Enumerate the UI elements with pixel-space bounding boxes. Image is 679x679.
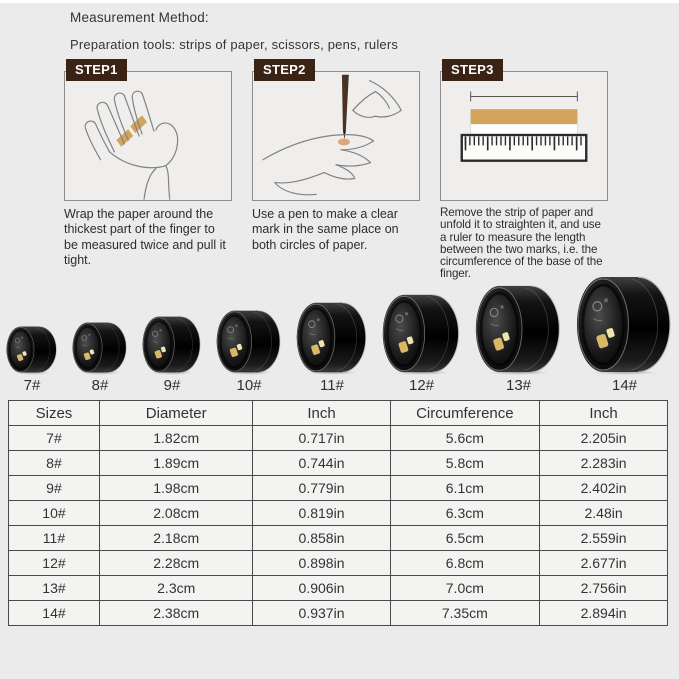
cell-circumference: 6.1cm bbox=[390, 476, 540, 501]
header-circumference: Circumference bbox=[390, 401, 540, 426]
cell-diameter: 2.18cm bbox=[99, 526, 253, 551]
preparation-tools-text: Preparation tools: strips of paper, scissors, pens, rulers bbox=[70, 37, 399, 52]
table-header-row bbox=[9, 401, 668, 426]
cell-diameter-inch: 0.898in bbox=[253, 551, 390, 576]
ring-size-label: 14# bbox=[611, 377, 638, 394]
ring-shadow bbox=[307, 370, 357, 375]
ring-icon bbox=[382, 294, 461, 373]
ring-figure bbox=[72, 322, 128, 394]
step3-caption: Remove the strip of paper and unfold it to straighten it, and use a ruler to measure the length between the two marks, i.e. the circumference of the base of the finger. bbox=[440, 206, 603, 281]
header-inch-circumference: Inch bbox=[540, 401, 668, 426]
cell-diameter-inch: 0.819in bbox=[253, 501, 390, 526]
table-row bbox=[9, 526, 668, 551]
cell-circumference-inch: 2.677in bbox=[540, 551, 668, 576]
ring-size-table bbox=[8, 400, 668, 626]
pen-mark-hand-icon bbox=[253, 72, 419, 200]
header-sizes: Sizes bbox=[9, 401, 100, 426]
ruler-paper-strip-icon bbox=[441, 72, 607, 200]
ring-icon bbox=[72, 322, 128, 373]
ring-figure bbox=[216, 310, 282, 394]
cell-diameter-inch: 0.779in bbox=[253, 476, 390, 501]
ring-size-label: 7# bbox=[23, 377, 41, 394]
cell-diameter: 2.08cm bbox=[99, 501, 253, 526]
cell-diameter-inch: 0.906in bbox=[253, 576, 390, 601]
ring-icon bbox=[576, 276, 673, 373]
cell-size: 7# bbox=[9, 426, 100, 451]
ring-size-label: 11# bbox=[320, 377, 344, 394]
ring-figure bbox=[576, 276, 673, 394]
cell-diameter-inch: 0.937in bbox=[253, 601, 390, 626]
ring-icon bbox=[216, 310, 282, 373]
cell-circumference: 5.8cm bbox=[390, 451, 540, 476]
ring-shadow bbox=[591, 370, 659, 375]
cell-circumference: 7.35cm bbox=[390, 601, 540, 626]
ring-shadow bbox=[151, 370, 193, 375]
cell-circumference-inch: 2.894in bbox=[540, 601, 668, 626]
cell-diameter: 2.28cm bbox=[99, 551, 253, 576]
step2-illustration-box bbox=[252, 71, 420, 201]
ring-shadow bbox=[394, 370, 449, 375]
cell-circumference: 6.3cm bbox=[390, 501, 540, 526]
cell-circumference: 6.8cm bbox=[390, 551, 540, 576]
step1-badge: STEP1 bbox=[66, 59, 127, 81]
ring-size-lineup bbox=[0, 272, 679, 394]
hand-wrap-paper-icon bbox=[65, 72, 231, 200]
step2-card bbox=[252, 59, 420, 253]
cell-circumference: 5.6cm bbox=[390, 426, 540, 451]
cell-circumference: 7.0cm bbox=[390, 576, 540, 601]
cell-size: 8# bbox=[9, 451, 100, 476]
cell-circumference-inch: 2.402in bbox=[540, 476, 668, 501]
step2-badge: STEP2 bbox=[254, 59, 315, 81]
step3-card bbox=[440, 59, 608, 281]
step2-caption: Use a pen to make a clear mark in the same place on both circles of paper. bbox=[252, 207, 399, 252]
ring-figure bbox=[382, 294, 461, 394]
cell-circumference: 6.5cm bbox=[390, 526, 540, 551]
cell-diameter: 2.38cm bbox=[99, 601, 253, 626]
table-row bbox=[9, 601, 668, 626]
cell-diameter: 1.82cm bbox=[99, 426, 253, 451]
cell-diameter: 1.89cm bbox=[99, 451, 253, 476]
ring-icon bbox=[142, 316, 202, 373]
step3-illustration-box bbox=[440, 71, 608, 201]
cell-diameter-inch: 0.858in bbox=[253, 526, 390, 551]
cell-diameter-inch: 0.744in bbox=[253, 451, 390, 476]
cell-size: 13# bbox=[9, 576, 100, 601]
ring-size-label: 10# bbox=[236, 377, 262, 394]
step1-caption: Wrap the paper around the thickest part of the finger to be measured twice and pull it tight. bbox=[64, 207, 226, 267]
page-title: Measurement Method: bbox=[70, 10, 209, 25]
ring-icon bbox=[6, 326, 58, 373]
table-row bbox=[9, 426, 668, 451]
cell-diameter: 2.3cm bbox=[99, 576, 253, 601]
ring-icon bbox=[475, 285, 562, 373]
cell-diameter: 1.98cm bbox=[99, 476, 253, 501]
cell-circumference-inch: 2.756in bbox=[540, 576, 668, 601]
cell-diameter-inch: 0.717in bbox=[253, 426, 390, 451]
cell-size: 12# bbox=[9, 551, 100, 576]
step1-card bbox=[64, 59, 232, 268]
ring-figure bbox=[142, 316, 202, 394]
ring-figure bbox=[6, 326, 58, 394]
ring-figure bbox=[296, 302, 368, 394]
ring-shadow bbox=[488, 370, 549, 375]
header-diameter: Diameter bbox=[99, 401, 253, 426]
ring-size-label: 8# bbox=[91, 377, 109, 394]
cell-circumference-inch: 2.283in bbox=[540, 451, 668, 476]
table-row bbox=[9, 476, 668, 501]
ring-size-label: 9# bbox=[163, 377, 181, 394]
cell-size: 11# bbox=[9, 526, 100, 551]
cell-size: 14# bbox=[9, 601, 100, 626]
cell-size: 9# bbox=[9, 476, 100, 501]
step1-illustration-box bbox=[64, 71, 232, 201]
header-inch-diameter: Inch bbox=[253, 401, 390, 426]
cell-circumference-inch: 2.205in bbox=[540, 426, 668, 451]
table-row bbox=[9, 551, 668, 576]
ring-size-label: 12# bbox=[408, 377, 435, 394]
cell-circumference-inch: 2.48in bbox=[540, 501, 668, 526]
table-row bbox=[9, 451, 668, 476]
ring-shadow bbox=[80, 370, 119, 375]
ring-shadow bbox=[14, 370, 50, 375]
step3-badge: STEP3 bbox=[442, 59, 503, 81]
cell-size: 10# bbox=[9, 501, 100, 526]
ring-size-label: 13# bbox=[505, 377, 532, 394]
cell-circumference-inch: 2.559in bbox=[540, 526, 668, 551]
table-row bbox=[9, 576, 668, 601]
ring-shadow bbox=[226, 370, 272, 375]
ring-figure bbox=[475, 285, 562, 394]
table-row bbox=[9, 501, 668, 526]
ring-icon bbox=[296, 302, 368, 373]
